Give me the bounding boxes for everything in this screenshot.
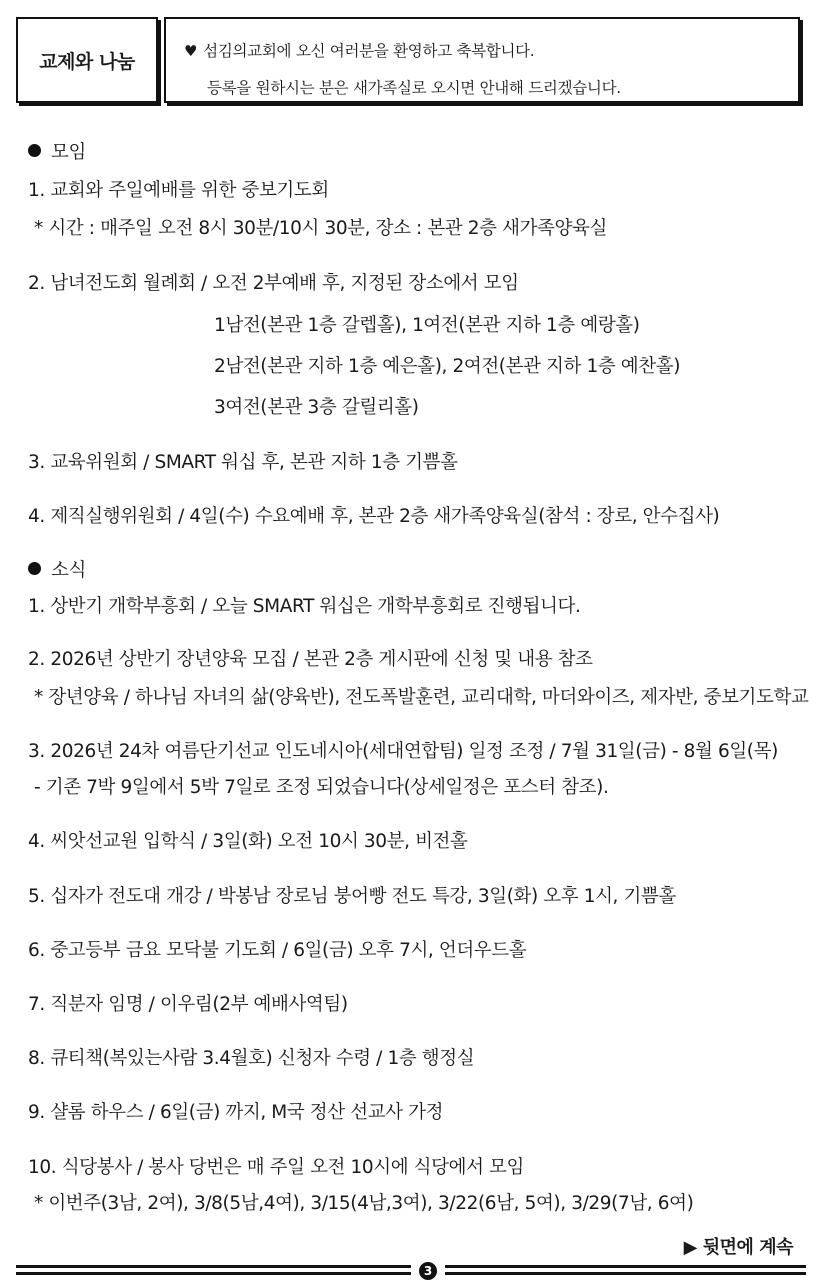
meeting-item: 2. 남녀전도회 월례회 / 오전 2부예배 후, 지정된 장소에서 모임 [28, 273, 519, 294]
news-heading: 소식 [28, 556, 86, 582]
rule-bar [445, 1272, 806, 1275]
news-item: 6. 중고등부 금요 모닥불 기도회 / 6일(금) 오후 7시, 언더우드홀 [28, 940, 527, 961]
news-subitem: - 기존 7박 9일에서 5박 7일로 조정 되었습니다(상세일정은 포스터 참조). [34, 777, 609, 798]
news-item: 8. 큐티책(복있는사람 3.4월호) 신청자 수령 / 1층 행정실 [28, 1048, 475, 1069]
rule-bar [16, 1265, 411, 1268]
news-item: 5. 십자가 전도대 개강 / 박봉남 장로님 붕어빵 전도 특강, 3일(화) 오후 1시, 기쁨홀 [28, 886, 676, 907]
news-item: 3. 2026년 24차 여름단기선교 인도네시아(세대연합팀) 일정 조정 / 7월 31일(금) - 8월 6일(목) [28, 741, 778, 762]
news-subitem: * 장년양육 / 하나님 자녀의 삶(양육반), 전도폭발훈련, 교리대학, 마더와이즈, 제자반, 중보기도학교 [34, 687, 809, 708]
news-subitem: * 이번주(3남, 2여), 3/8(5남,4여), 3/15(4남,3여), 3/22(6남, 5여), 3/29(7남, 6여) [34, 1193, 694, 1214]
meeting-subitem: * 시간 : 매주일 오전 8시 30분/10시 30분, 장소 : 본관 2층 새가족양육실 [34, 218, 607, 239]
rule-bar [445, 1265, 806, 1268]
welcome-line-2: 등록을 원하시는 분은 새가족실로 오시면 안내해 드리겠습니다. [207, 79, 621, 97]
meeting-item: 1. 교회와 주일예배를 위한 중보기도회 [28, 180, 329, 201]
news-item: 7. 직분자 임명 / 이우림(2부 예배사역팀) [28, 994, 348, 1015]
page-number: 3 [419, 1262, 437, 1280]
bullet-icon [28, 144, 41, 157]
meeting-subitem: 1남전(본관 1층 갈렙홀), 1여전(본관 지하 1층 예랑홀) [214, 315, 640, 336]
news-item: 4. 씨앗선교원 입학식 / 3일(화) 오전 10시 30분, 비전홀 [28, 831, 468, 852]
news-item: 10. 식당봉사 / 봉사 당번은 매 주일 오전 10시에 식당에서 모임 [28, 1157, 524, 1178]
news-item: 2. 2026년 상반기 장년양육 모집 / 본관 2층 게시판에 신청 및 내용 참조 [28, 649, 593, 670]
welcome-box [164, 17, 800, 103]
meeting-item: 4. 제직실행위원회 / 4일(수) 수요예배 후, 본관 2층 새가족양육실(참석 : 장로, 안수집사) [28, 506, 720, 527]
meeting-subitem: 2남전(본관 지하 1층 예은홀), 2여전(본관 지하 1층 예찬홀) [214, 356, 681, 377]
heart-icon: ♥ [184, 42, 198, 60]
news-item: 1. 상반기 개학부흥회 / 오늘 SMART 워십은 개학부흥회로 진행됩니다. [28, 596, 581, 617]
rule-bar [16, 1272, 411, 1275]
welcome-line-1: ♥ 섬김의교회에 오신 여러분을 환영하고 축복합니다. [184, 42, 535, 60]
section-title: 교제와 나눔 [16, 17, 158, 103]
continue-note: ▶ 뒷면에 계속 [683, 1237, 793, 1258]
news-item: 9. 샬롬 하우스 / 6일(금) 까지, M국 정산 선교사 가정 [28, 1102, 444, 1123]
bullet-icon [28, 562, 41, 575]
meeting-subitem: 3여전(본관 3층 갈릴리홀) [214, 397, 419, 418]
meeting-item: 3. 교육위원회 / SMART 워십 후, 본관 지하 1층 기쁨홀 [28, 452, 458, 473]
footer-rule [16, 1262, 806, 1280]
meetings-heading: 모임 [28, 138, 86, 164]
